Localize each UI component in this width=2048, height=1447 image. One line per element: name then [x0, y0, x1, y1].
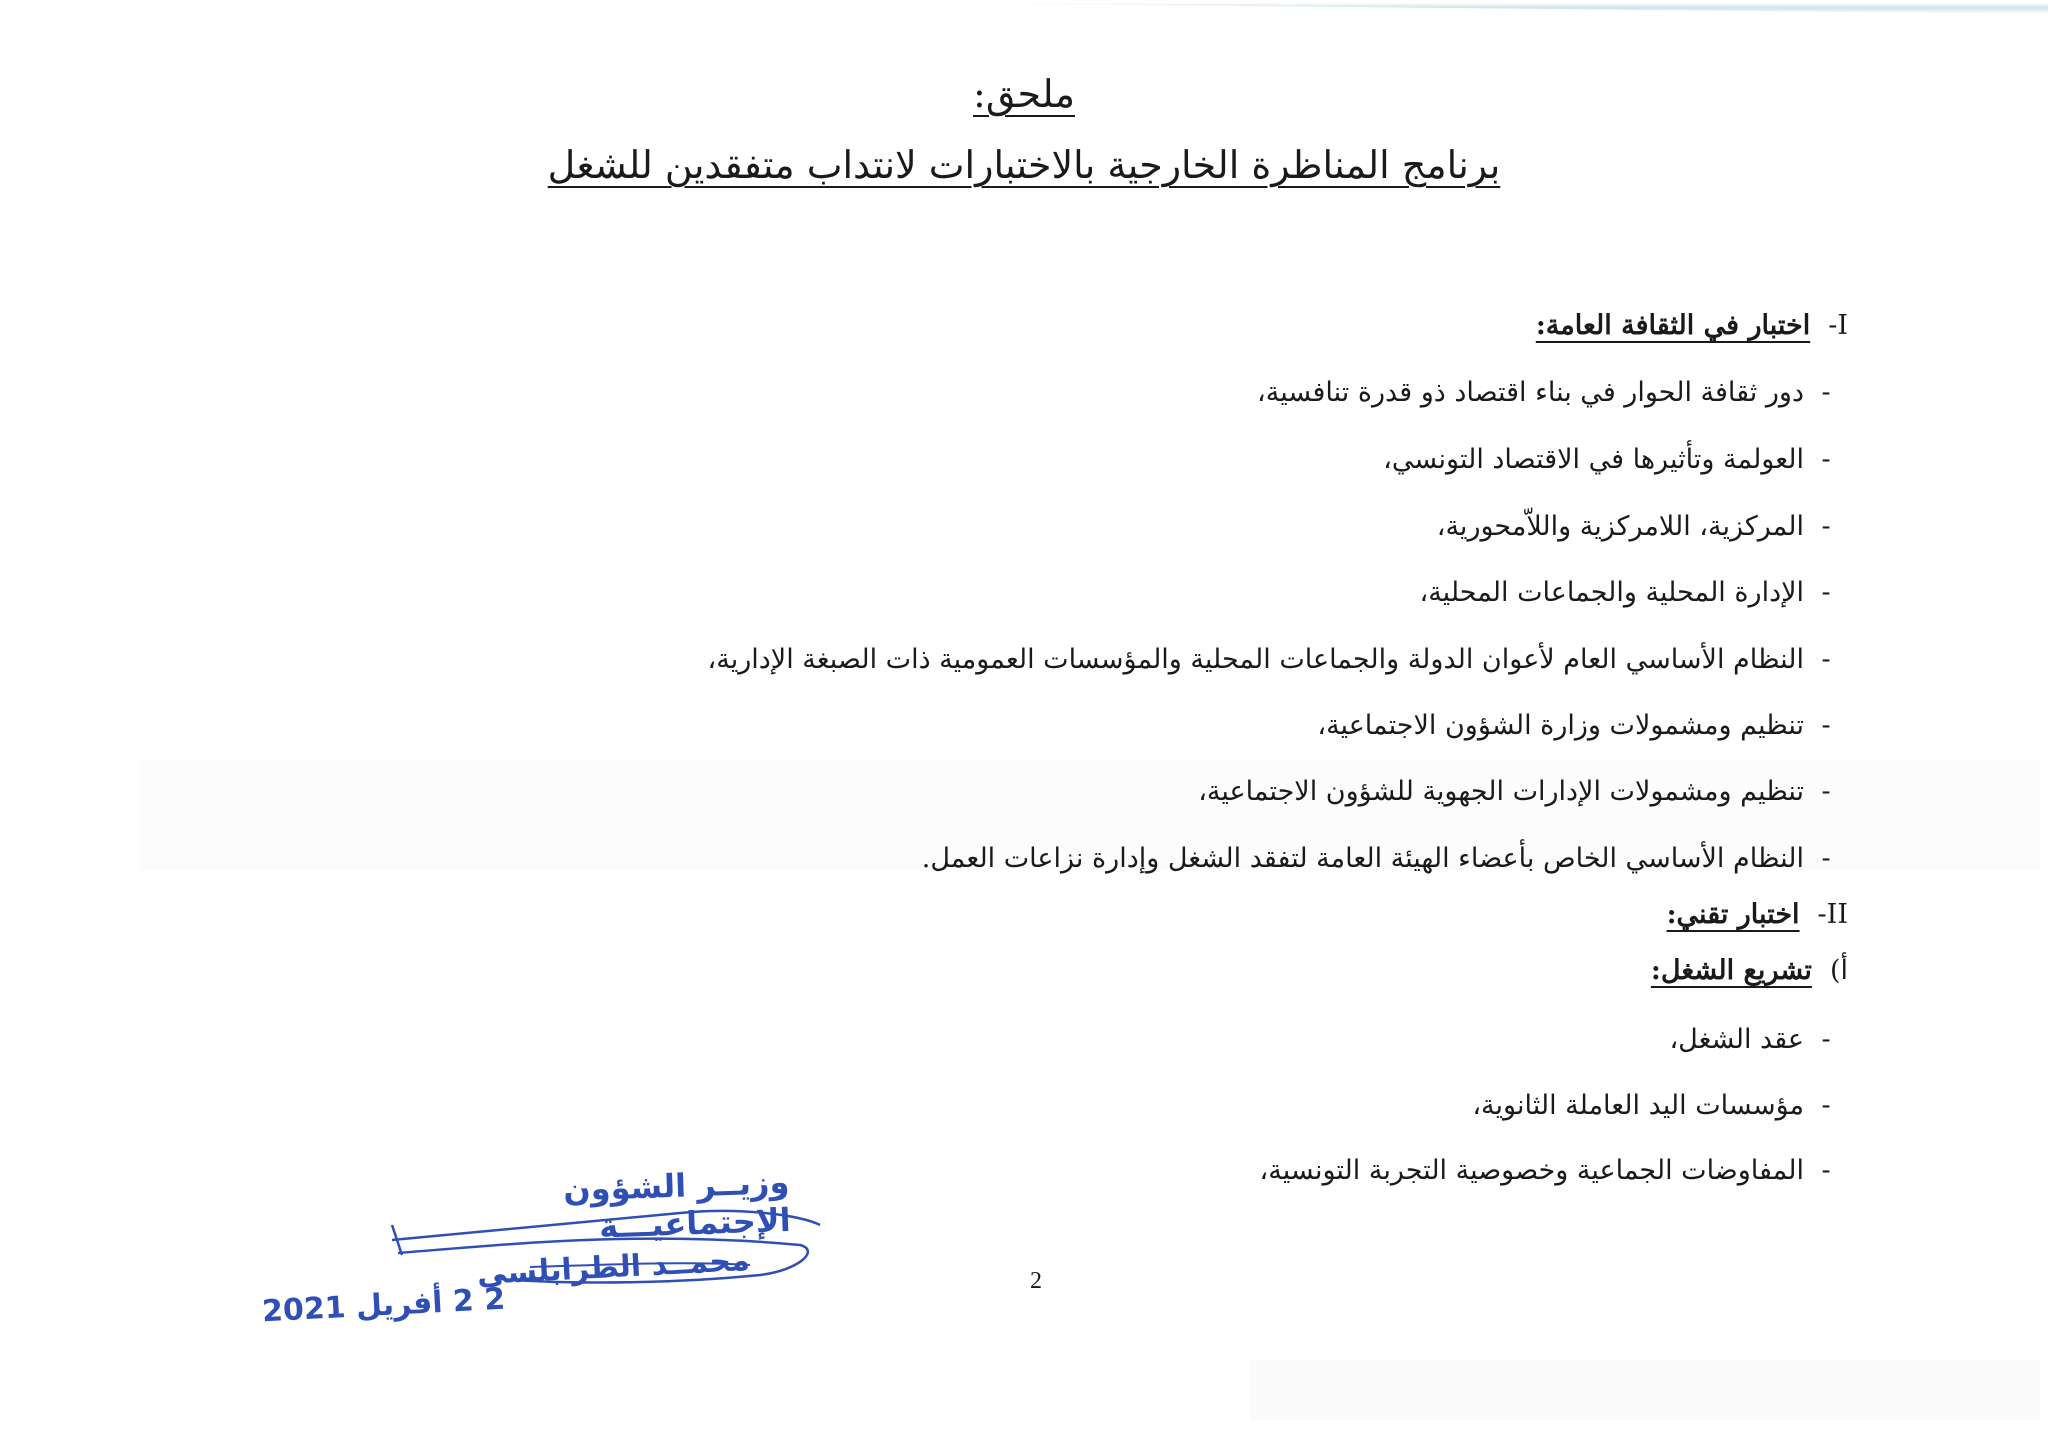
signature-date: 2 2 أفريل 2021 [261, 1281, 506, 1330]
list-item: -المركزية، اللامركزية واللاّمحورية، [1436, 511, 1831, 542]
signature-title: وزيــر الشؤون الإجتماعيـــة [562, 1162, 792, 1246]
list-item: -العولمة وتأثيرها في الاقتصاد التونسي، [1383, 444, 1831, 475]
list-item: -المفاوضات الجماعية وخصوصية التجربة التونسية، [1259, 1155, 1831, 1186]
page-number: 2 [1030, 1268, 1042, 1294]
signature-name: محمــد الطرابلسي [476, 1242, 751, 1293]
list-item: -الإدارة المحلية والجماعات المحلية، [1419, 577, 1831, 608]
minister-signature-stamp [380, 1162, 830, 1300]
list-item: -مؤسسات اليد العاملة الثانوية، [1472, 1090, 1831, 1121]
scan-top-edge [0, 0, 2048, 14]
list-item: -دور ثقافة الحوار في بناء اقتصاد ذو قدرة تنافسية، [1257, 377, 1831, 408]
section-heading: I-اختبار في الثقافة العامة: [1535, 310, 1848, 341]
list-item: -النظام الأساسي العام لأعوان الدولة والجماعات المحلية والمؤسسات العمومية ذات الصبغة الإدارية، [707, 644, 1831, 675]
section-heading: II-اختبار تقني: [1666, 899, 1848, 930]
list-item: -تنظيم ومشمولات وزارة الشؤون الاجتماعية، [1317, 710, 1831, 741]
subsection-heading: أ)تشريع الشغل: [1650, 955, 1848, 986]
list-item: -تنظيم ومشمولات الإدارات الجهوية للشؤون الاجتماعية، [1198, 776, 1831, 807]
annex-title: ملحق: [973, 72, 1075, 116]
list-item: -النظام الأساسي الخاص بأعضاء الهيئة العامة لتفقد الشغل وإدارة نزاعات العمل. [921, 843, 1831, 874]
list-item: -عقد الشغل، [1669, 1024, 1831, 1055]
scan-artifact [1250, 1360, 2040, 1420]
program-title: برنامج المناظرة الخارجية بالاختبارات لانتداب متفقدين للشغل [547, 143, 1501, 187]
